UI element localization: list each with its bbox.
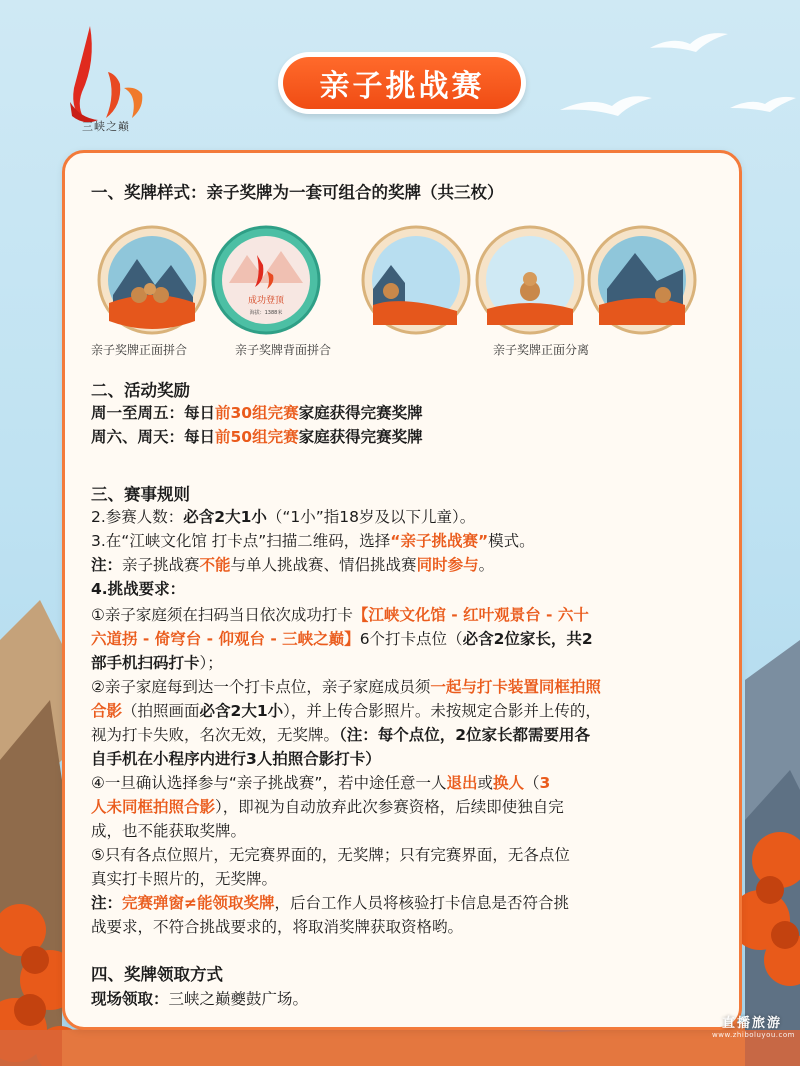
- reward-weekend: 周六、周天：每日前50组完赛家庭获得完赛奖牌: [91, 428, 423, 446]
- final-note-line-1: 注：完赛弹窗≠能领取奖牌，后台工作人员将核验打卡信息是否符合挑: [91, 894, 570, 912]
- requirement-4-line-2: 人未同框拍照合影），即视为自动放弃此次参赛资格，后续即使独自完: [91, 798, 564, 816]
- section-1-title: 一、奖牌样式：亲子奖牌为一套可组合的奖牌（共三枚）: [91, 183, 504, 202]
- logo-text: 三峡之巅: [82, 120, 130, 133]
- medal-front-separate-3-image: [587, 225, 697, 335]
- rule-note: 注：亲子挑战赛不能与单人挑战赛、情侣挑战赛同时参与。: [91, 556, 495, 574]
- requirement-2-line-1: ②亲子家庭每到达一个打卡点位，亲子家庭成员须一起与打卡装置同框拍照: [91, 678, 601, 696]
- watermark-text: 直播旅游: [721, 1016, 782, 1031]
- requirement-4-line-1: ④一旦确认选择参与“亲子挑战赛”，若中途任意一人退出或换人（3: [91, 774, 551, 792]
- medal-front-separate-2-image: [475, 225, 585, 335]
- watermark: [712, 986, 795, 1046]
- rule-scan-mode: 3.在“江峡文化馆 打卡点”扫描二维码，选择“亲子挑战赛”模式。: [91, 532, 535, 550]
- pickup-location: 现场领取：三峡之巅夔鼓广场。: [91, 990, 309, 1008]
- medal-row: [93, 225, 713, 355]
- reward-weekday: 周一至周五：每日前30组完赛家庭获得完赛奖牌: [91, 404, 423, 422]
- caption-back-combined: 亲子奖牌背面拼合: [235, 343, 332, 357]
- final-note-line-2: 战要求，不符合挑战要求的，将取消奖牌获取资格哟。: [91, 918, 464, 936]
- requirement-5-line-2: 真实打卡照片的，无奖牌。: [91, 870, 278, 888]
- title-banner: [278, 52, 526, 114]
- caption-front-separate: 亲子奖牌正面分离: [493, 343, 590, 357]
- medal-front-combined-image: [97, 225, 207, 335]
- content-card: [62, 150, 742, 1030]
- requirement-4-line-3: 成，也不能获取奖牌。: [91, 822, 247, 840]
- requirement-2-line-2: 合影（拍照画面必含2大1小），并上传合影照片。未按规定合影并上传的，: [91, 702, 601, 720]
- section-3-title: 三、赛事规则: [91, 485, 190, 504]
- watermark-url: www.zhiboluyou.com: [712, 1031, 795, 1039]
- requirement-2-line-4: 自手机在小程序内进行3人拍照合影打卡）: [91, 750, 381, 768]
- medal-back-text: 成功登顶: [247, 296, 285, 306]
- challenge-requirements-title: 4.挑战要求：: [91, 580, 186, 598]
- requirement-1-line-1: ①亲子家庭须在扫码当日依次成功打卡【江峡文化馆 - 红叶观景台 - 六十: [91, 606, 589, 624]
- page-title: 亲子挑战赛: [283, 57, 521, 109]
- section-2-title: 二、活动奖励: [91, 381, 190, 400]
- rule-participants: 2.参赛人数：必含2大1小（“1小”指18岁及以下儿童）。: [91, 508, 476, 526]
- requirement-1-line-3: 部手机扫码打卡）；: [91, 654, 223, 672]
- requirement-1-line-2: 六道拐 - 倚穹台 - 仰观台 - 三峡之巅】6个打卡点位（必含2位家长，共2: [91, 630, 593, 648]
- caption-front-combined: 亲子奖牌正面拼合: [91, 343, 188, 357]
- medal-back-combined-image: [211, 225, 321, 335]
- requirement-2-line-3: 视为打卡失败，名次无效，无奖牌。（注：每个点位，2位家长都需要用各: [91, 726, 591, 744]
- requirement-5-line-1: ⑤只有各点位照片，无完赛界面的，无奖牌；只有完赛界面，无各点位: [91, 846, 570, 864]
- medal-front-separate-1-image: [361, 225, 471, 335]
- medal-back-subtext: 海拔：1388米: [249, 310, 283, 316]
- section-4-title: 四、奖牌领取方式: [91, 965, 223, 984]
